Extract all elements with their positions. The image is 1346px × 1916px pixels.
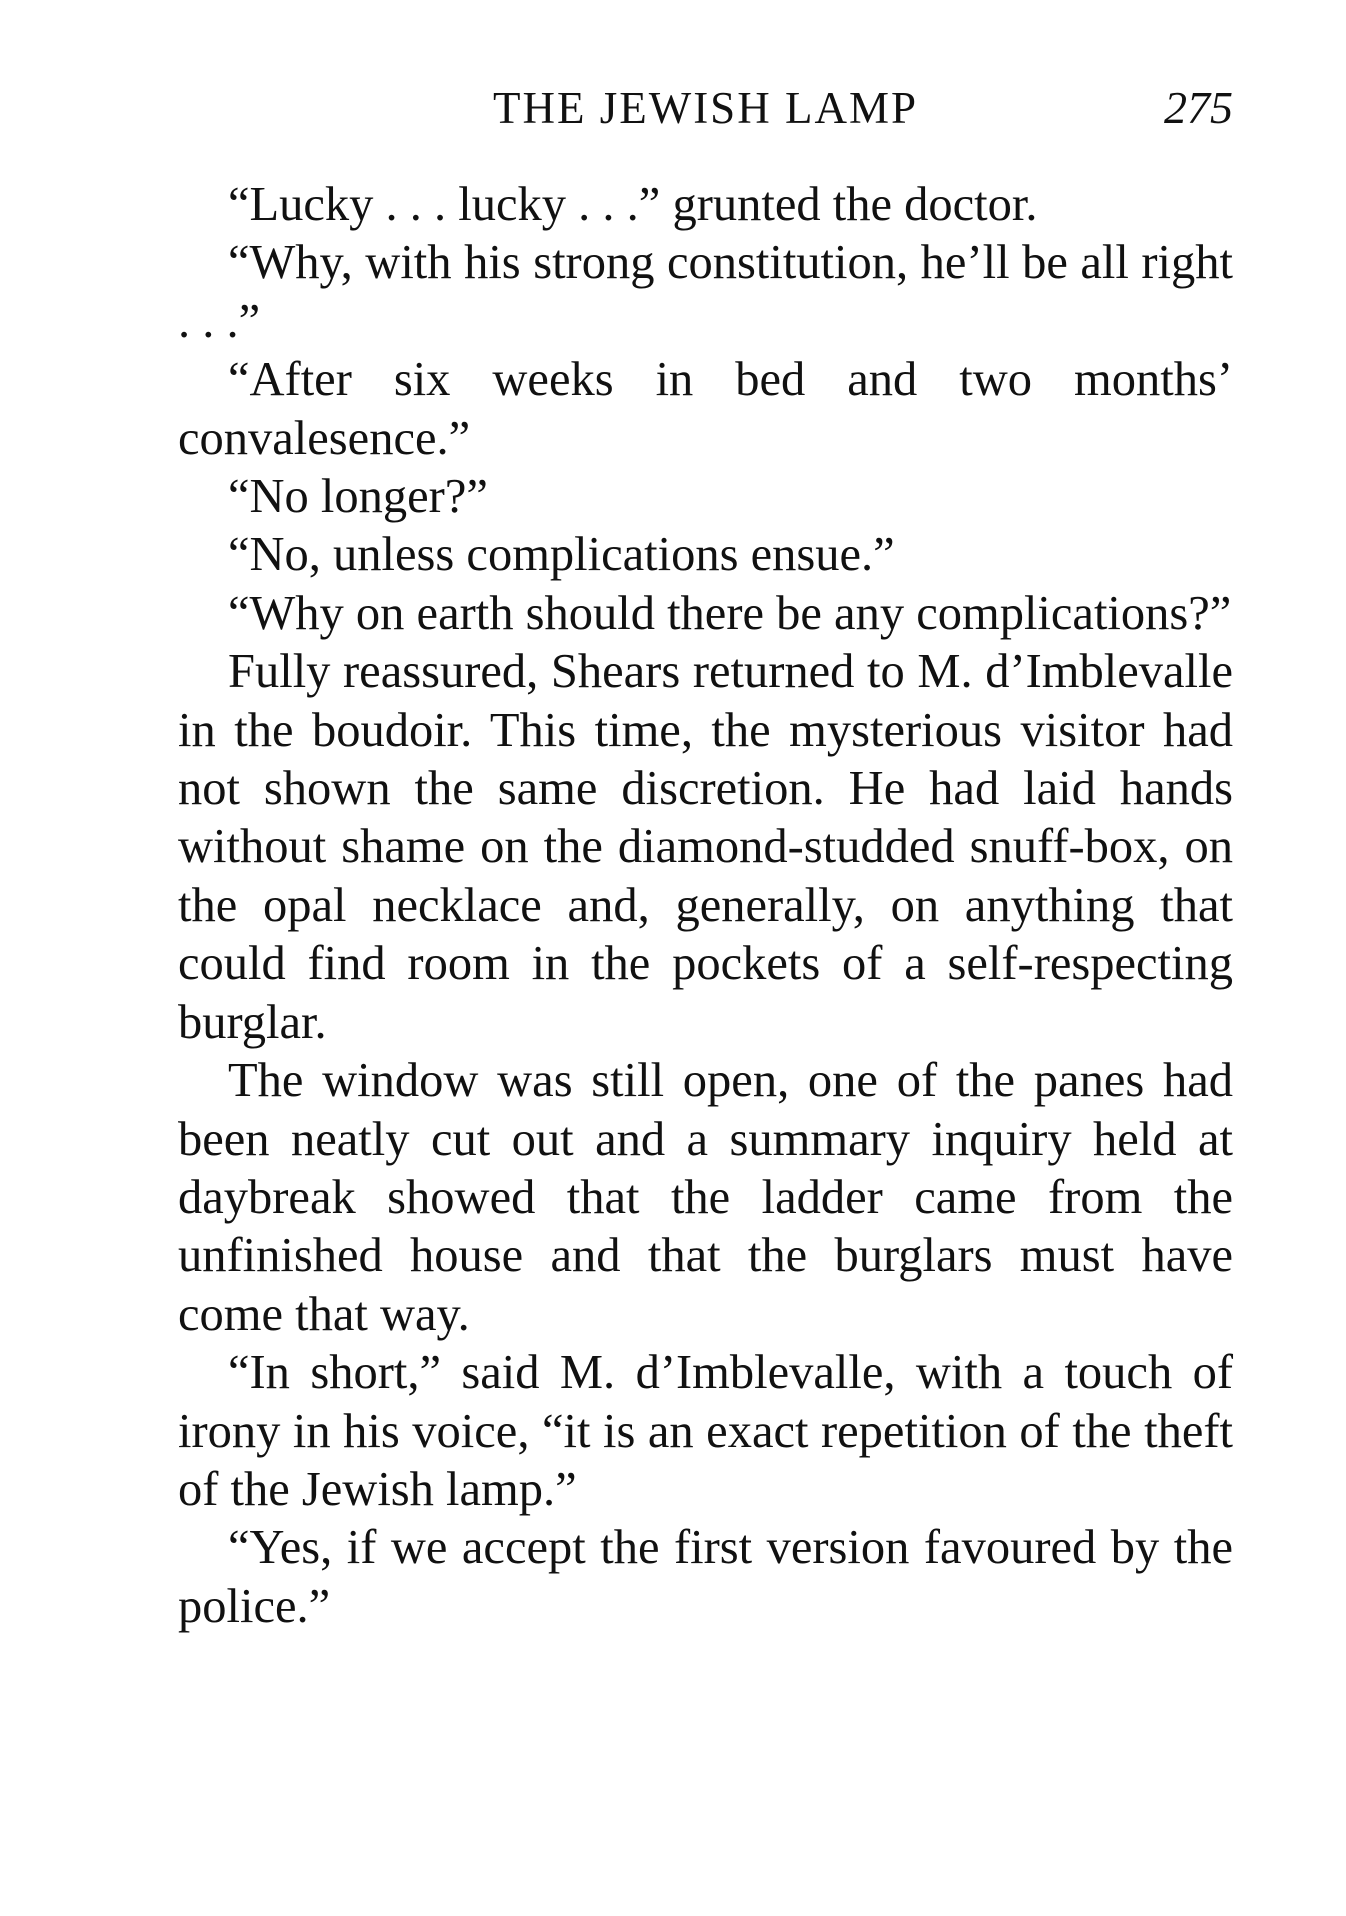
paragraph: “Why on earth should there be any complications?”	[228, 586, 1232, 640]
paragraph: “In short,” said M. d’Imblevalle, with a touch of irony in his voice, “it is an exact repetition of the theft of the Jewish lamp.”	[178, 1346, 1233, 1516]
paragraph: “After six weeks in bed and two months’ convalesence.”	[178, 353, 1233, 465]
paragraph: “Lucky . . . lucky . . .” grunted the doctor.	[228, 178, 1038, 231]
body-text	[178, 176, 1233, 1636]
paragraph: Fully reassured, Shears returned to M. d’Imblevalle in the boudoir. This time, the mysterious visitor had not shown the same discretion. He had laid hands without shame on the diamond-studded snuff-box, on the opal necklace and, generally, on anything that could find room in the pockets of a self-respecting burglar.	[178, 645, 1233, 1049]
paragraph: “Yes, if we accept the first version favoured by the police.”	[178, 1521, 1233, 1633]
running-head	[178, 78, 1233, 138]
paragraph: “No longer?”	[228, 470, 488, 524]
running-title: THE JEWISH LAMP	[493, 83, 918, 133]
paragraph: The window was still open, one of the panes had been neatly cut out and a summary inquiry held at daybreak showed that the ladder came from the unfinished house and that the burglars must have come that way.	[178, 1054, 1233, 1341]
paragraph: “No, unless complications ensue.”	[228, 528, 895, 582]
page-number: 275	[1164, 82, 1233, 133]
paragraph: “Why, with his strong constitution, he’ll be all right . . .”	[178, 236, 1233, 348]
